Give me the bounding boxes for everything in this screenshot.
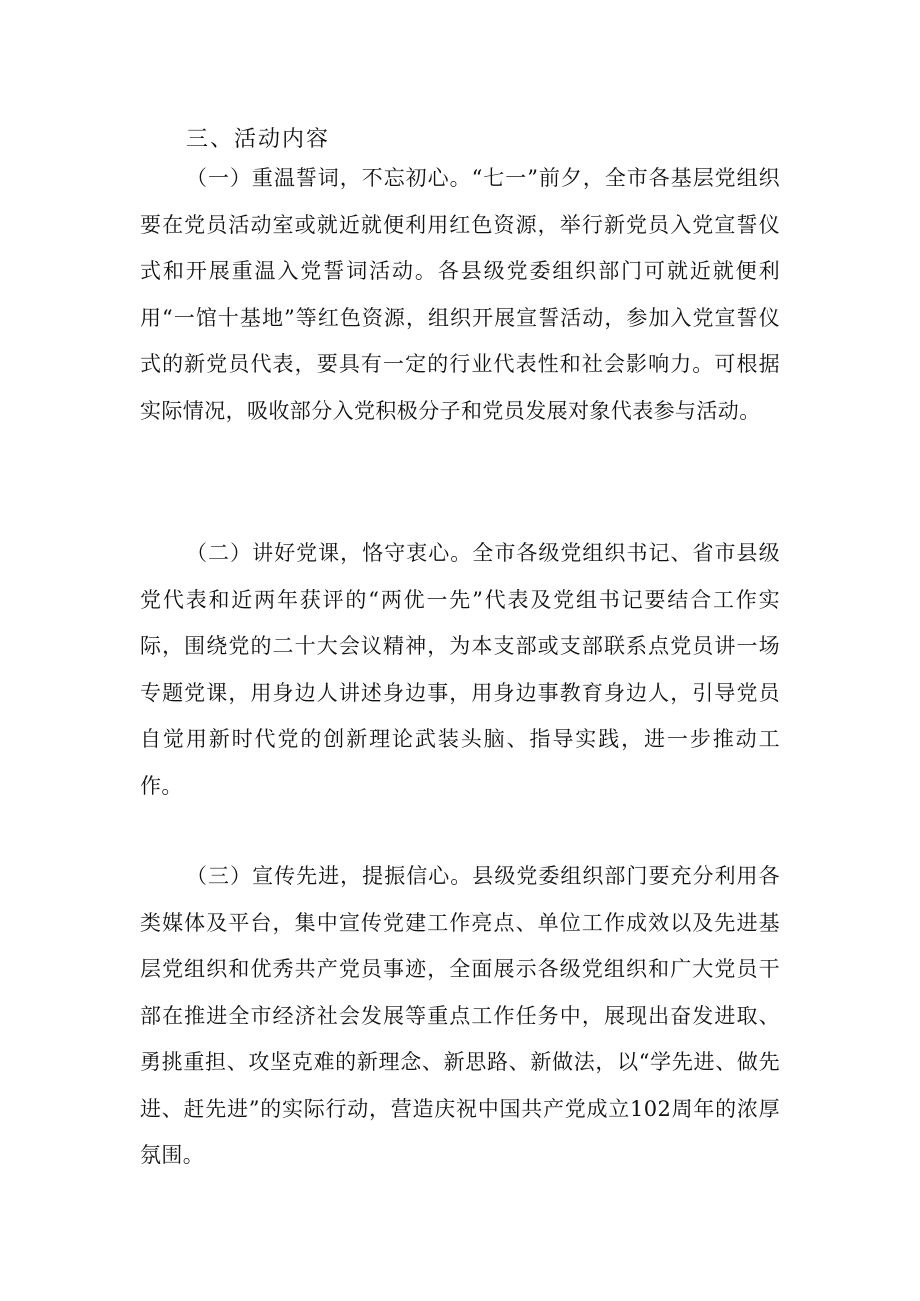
paragraph-2: （二）讲好党课，恪守衷心。全市各级党组织书记、省市县级党代表和近两年获评的“两优一先”代表及党组书记要结合工作实际，围绕党的二十大会议精神，为本支部或支部联系点党员讲一场专题党课，用身边人讲述身边事，用身边事教育身边人，引导党员自觉用新时代党的创新理论武装头脑、指导实践，进一步推动工作。: [140, 541, 780, 798]
paragraph-1: （一）重温誓词，不忘初心。“七一”前夕，全市各基层党组织要在党员活动室或就近就便利用红色资源，举行新党员入党宣誓仪式和开展重温入党誓词活动。各县级党委组织部门可就近就便利用“一馆十基地”等红色资源，组织开展宣誓活动，参加入党宣誓仪式的新党员代表，要具有一定的行业代表性和社会影响力。可根据实际情况，吸收部分入党积极分子和党员发展对象代表参与活动。: [140, 166, 780, 423]
paragraph-3: （三）宣传先进，提振信心。县级党委组织部门要充分利用各类媒体及平台，集中宣传党建工作亮点、单位工作成效以及先进基层党组织和优秀共产党员事迹，全面展示各级党组织和广大党员干部在推进全市经济社会发展等重点工作任务中，展现出奋发进取、勇挑重担、攻坚克难的新理念、新思路、新做法，以“学先进、做先进、赶先进”的实际行动，营造庆祝中国共产党成立102周年的浓厚氛围。: [140, 864, 780, 1167]
section-heading: 三、活动内容: [186, 127, 331, 152]
